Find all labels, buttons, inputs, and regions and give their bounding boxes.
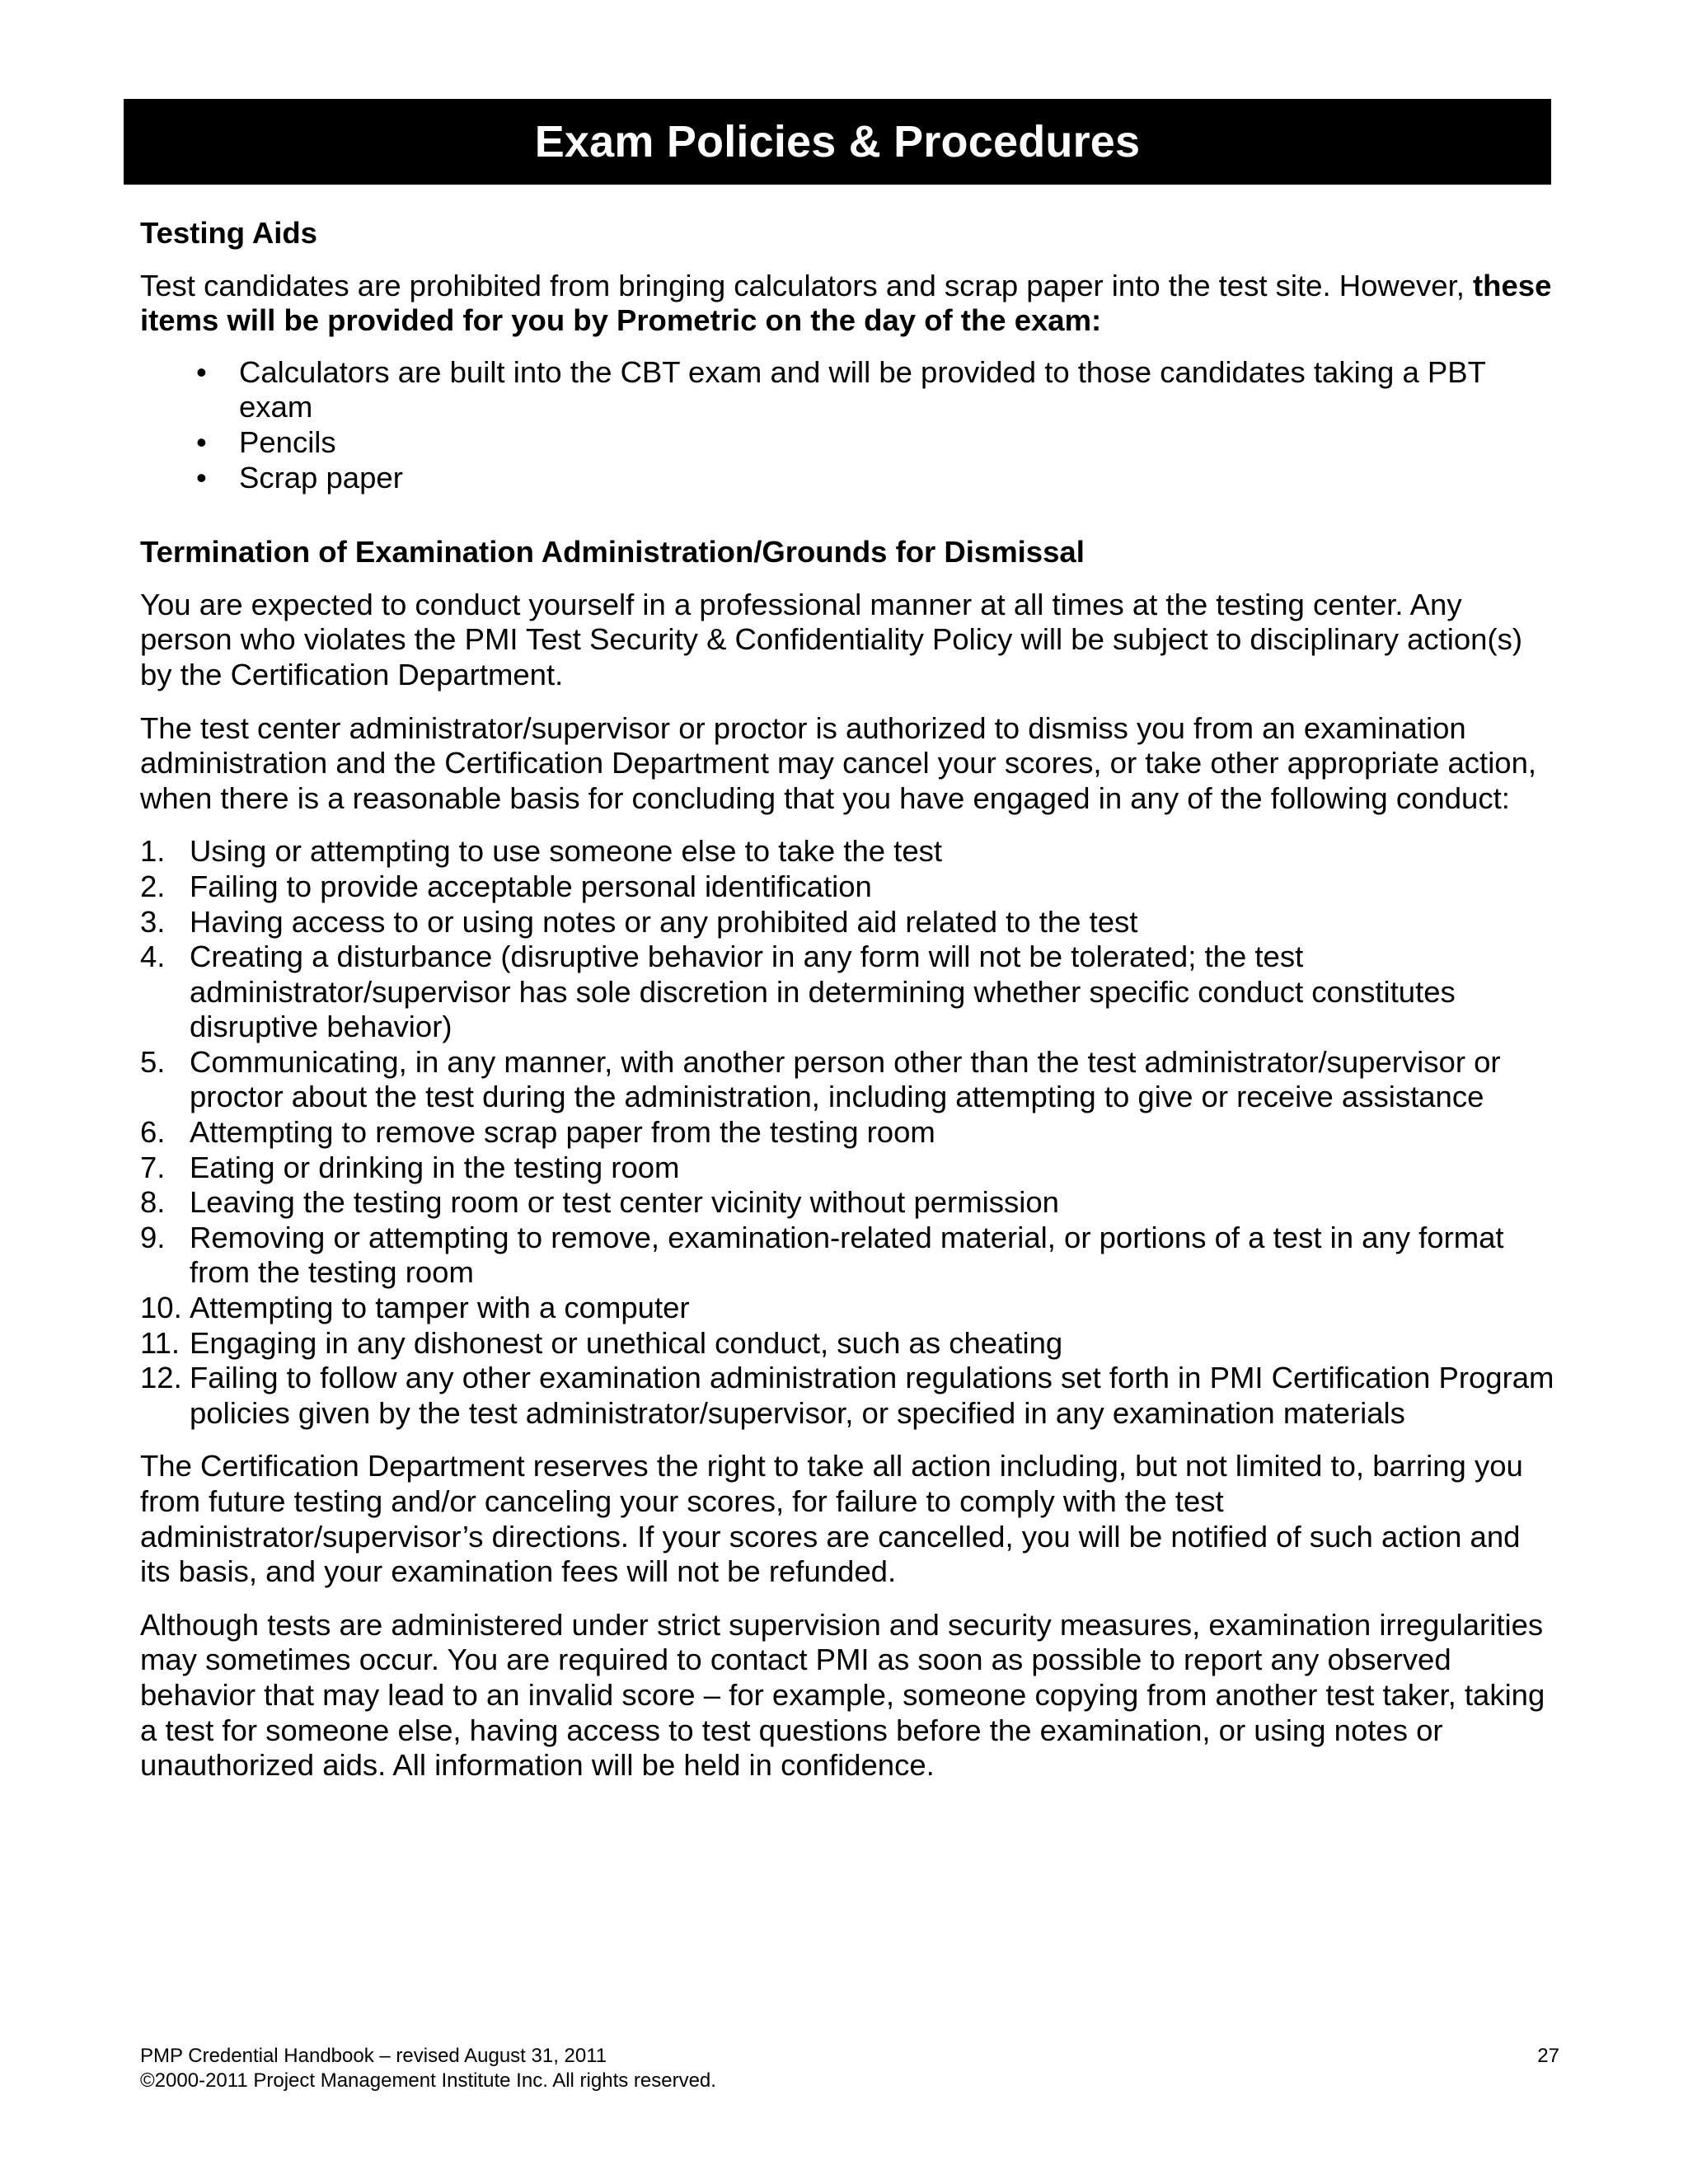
list-item: [140, 425, 1558, 461]
termination-paragraph-1: You are expected to conduct yourself in a professional manner at all times at the testing center. Any person who violates the PMI Test Security & Confidentiality Policy will be subject to disciplinary action(s) by the Certification Department.: [140, 587, 1523, 691]
list-number: 12.: [140, 1361, 182, 1395]
list-item-text: Removing or attempting to remove, examination-related material, or portions of a test in any format from the testing room: [190, 1220, 1504, 1290]
list-item: [140, 1361, 1558, 1431]
list-item: [140, 1045, 1558, 1115]
list-number: 5.: [140, 1044, 166, 1079]
list-item-text: Failing to provide acceptable personal identification: [190, 869, 872, 903]
list-item: [140, 461, 1558, 496]
list-item: [140, 1185, 1558, 1221]
list-item: [140, 869, 1558, 905]
list-item-text: Failing to follow any other examination administration regulations set forth in PMI Certification Program policies given by the test administrator/supervisor, or specified in any examination materials: [190, 1361, 1554, 1430]
termination-paragraph-2: The test center administrator/supervisor or proctor is authorized to dismiss you from an examination administration and the Certification Department may cancel your scores, or take other appropriate action, when there is a reasonable basis for concluding that you have engaged in any of the following conduct:: [140, 710, 1537, 815]
list-item-text: Creating a disturbance (disruptive behavior in any form will not be tolerated; the test administrator/supervisor has sole discretion in determining whether specific conduct constitutes disruptive behavior): [190, 940, 1456, 1044]
list-item: [140, 940, 1558, 1045]
list-number: 10.: [140, 1291, 182, 1325]
dismissal-conduct-list: [140, 834, 1558, 1431]
testing-aids-list: [140, 355, 1558, 495]
list-number: 8.: [140, 1185, 166, 1220]
list-item-text: Communicating, in any manner, with another person other than the test administrator/supervisor or proctor about the test during the administration, including attempting to give or receive assistance: [190, 1044, 1501, 1114]
list-number: 11.: [140, 1325, 181, 1360]
list-item-text: Engaging in any dishonest or unethical conduct, such as cheating: [190, 1325, 1063, 1360]
list-number: 7.: [140, 1150, 166, 1184]
list-item: [140, 1115, 1558, 1151]
page-banner: [124, 99, 1551, 185]
termination-paragraph-3: The Certification Department reserves the right to take all action including, but not limited to, barring you from future testing and/or canceling your scores, for failure to comply with the test administrator/supervisor’s directions. If your scores are cancelled, you will be notified of such action and its basis, and your examination fees will not be refunded.: [140, 1449, 1523, 1589]
list-number: 6.: [140, 1115, 166, 1150]
footer-handbook-revision: PMP Credential Handbook – revised August 31, 2011: [140, 2045, 607, 2067]
list-number: 2.: [140, 869, 166, 903]
bullet-icon: •: [196, 354, 207, 389]
list-item: [140, 1151, 1558, 1186]
page-footer: [140, 2044, 1559, 2093]
list-number: 1.: [140, 834, 166, 869]
list-item-text: Attempting to tamper with a computer: [190, 1291, 690, 1325]
list-item-text: Using or attempting to use someone else to take the test: [190, 834, 943, 869]
testing-aids-intro-text: Test candidates are prohibited from bringing calculators and scrap paper into the test site. However,: [140, 268, 1474, 302]
footer-row: [140, 2044, 1559, 2069]
list-number: 3.: [140, 904, 166, 939]
bullet-icon: •: [196, 424, 207, 459]
list-number: 9.: [140, 1220, 166, 1254]
list-item-text: Leaving the testing room or test center vicinity without permission: [190, 1185, 1059, 1220]
list-item: [140, 905, 1558, 940]
list-item: [140, 1221, 1558, 1291]
termination-paragraph-4: Although tests are administered under strict supervision and security measures, examination irregularities may sometimes occur. You are required to contact PMI as soon as possible to report any observed behavior that may lead to an invalid score – for example, someone copying from another test taker, taking a test for someone else, having access to test questions before the examination, or using notes or unauthorized aids. All information will be held in confidence.: [140, 1607, 1545, 1783]
bullet-icon: •: [196, 460, 207, 494]
testing-aids-intro: [140, 269, 1558, 339]
list-item-text: Having access to or using notes or any prohibited aid related to the test: [190, 904, 1138, 939]
list-item: [140, 1326, 1558, 1361]
testing-aids-intro-bold: these items will be provided for you by Prometric on the day of the exam:: [140, 268, 1552, 338]
page-title: Exam Policies & Procedures: [534, 117, 1141, 166]
bullet-text: Scrap paper: [239, 460, 403, 494]
footer-page-number: 27: [1537, 2045, 1559, 2067]
page-content: [140, 216, 1558, 1783]
footer-copyright: ©2000-2011 Project Management Institute Inc. All rights reserved.: [140, 2069, 716, 2092]
testing-aids-heading: Testing Aids: [140, 216, 317, 250]
list-item: [140, 834, 1558, 869]
list-item-text: Attempting to remove scrap paper from the testing room: [190, 1115, 935, 1150]
bullet-text: Calculators are built into the CBT exam and will be provided to those candidates taking a PBT exam: [239, 354, 1486, 424]
list-number: 4.: [140, 940, 166, 974]
termination-heading: Termination of Examination Administration/Grounds for Dismissal: [140, 535, 1085, 569]
list-item: [140, 355, 1558, 425]
list-item-text: Eating or drinking in the testing room: [190, 1150, 680, 1184]
bullet-text: Pencils: [239, 424, 336, 459]
list-item: [140, 1291, 1558, 1326]
